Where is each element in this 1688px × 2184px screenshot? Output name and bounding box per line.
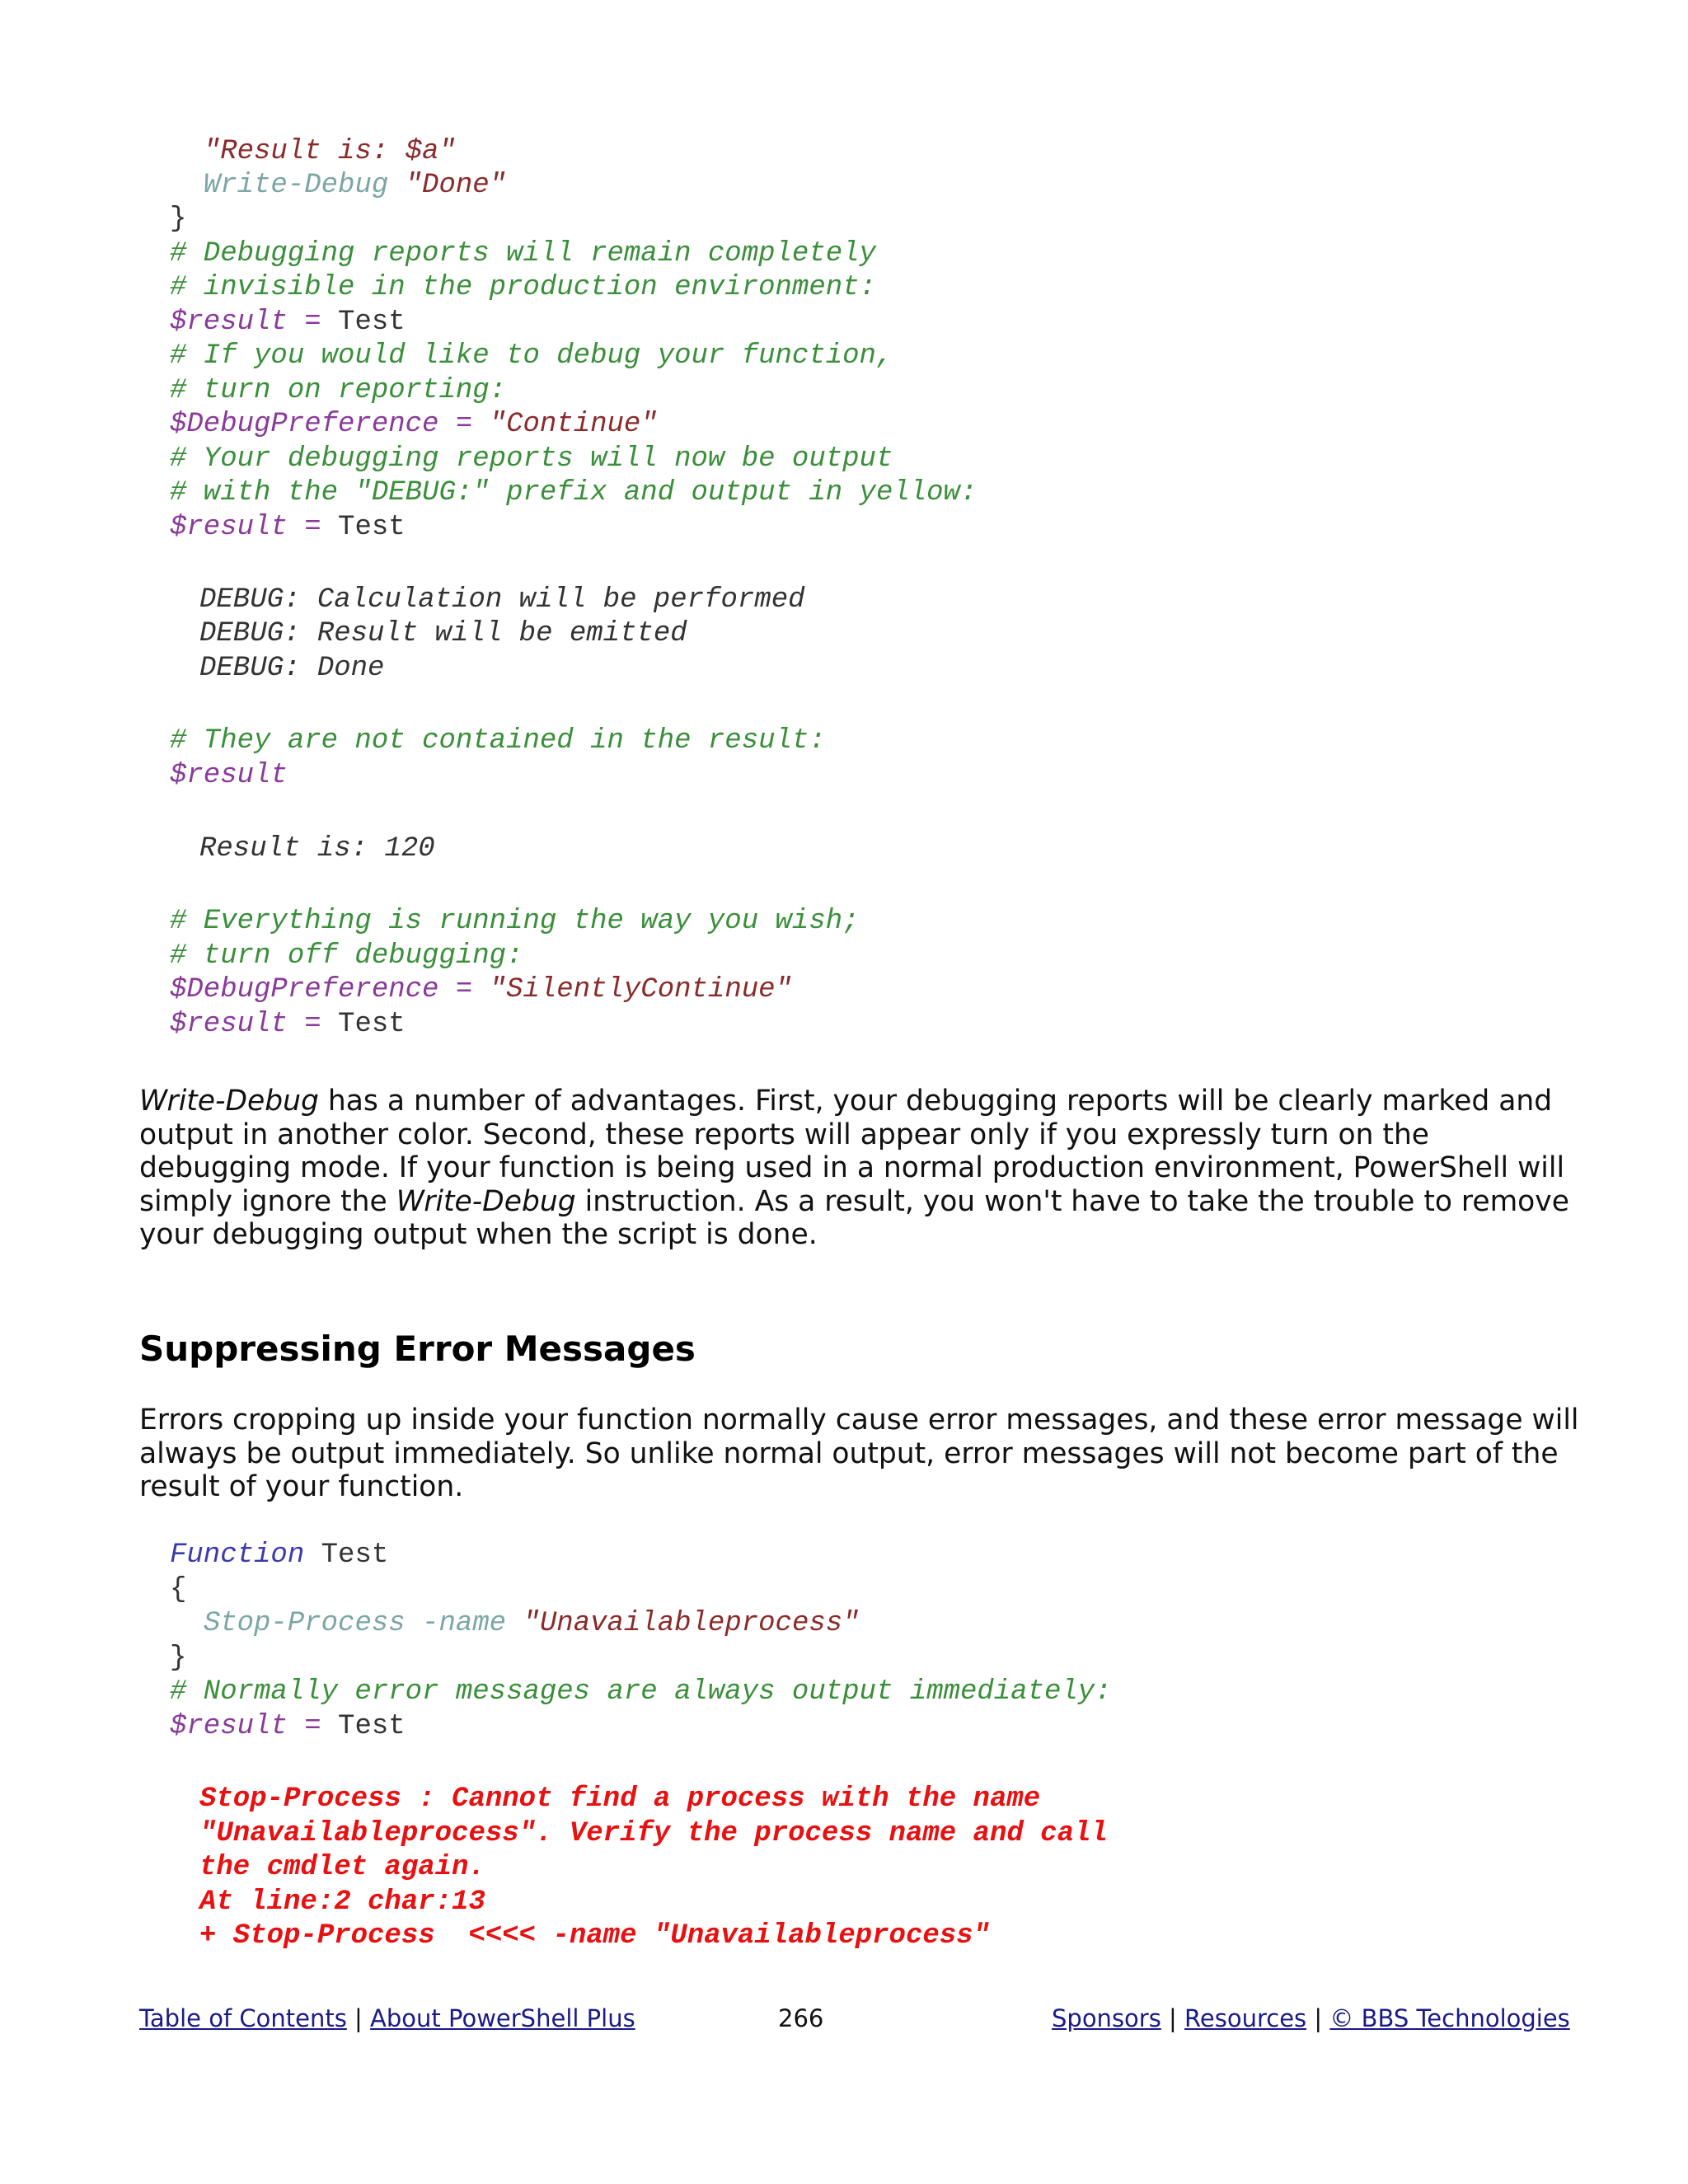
text-run: instruction. As a result, you won't have to take the trouble to remove (575, 1184, 1569, 1218)
code-token-cmdlet: Stop-Process -name (203, 1608, 507, 1639)
code-line (170, 407, 658, 442)
code-token-op: = (287, 1009, 339, 1040)
code-line (170, 168, 506, 203)
code-line (170, 373, 506, 408)
footer-separator: | (1169, 2004, 1177, 2032)
footer-separator: | (354, 2004, 363, 2032)
code-line (170, 442, 893, 476)
paragraph-line (139, 1184, 1569, 1219)
footer-right-links (1052, 2004, 1570, 2032)
code-token-plain: } (170, 1643, 187, 1674)
sponsors-link[interactable]: Sponsors (1052, 2004, 1161, 2032)
italic-term: Write-Debug (139, 1085, 319, 1118)
code-token-plain: Test (304, 1540, 389, 1571)
error-output-line: At line:2 char:13 (199, 1886, 485, 1918)
section-heading: Suppressing Error Messages (139, 1329, 696, 1369)
code-line (170, 1641, 186, 1675)
code-token-var: $result (170, 1009, 288, 1040)
code-token-var: $result (170, 512, 288, 543)
code-line (170, 1007, 406, 1042)
code-token-plain: } (170, 204, 187, 235)
code-token-string: "Continue" (489, 409, 658, 440)
code-line (170, 476, 977, 510)
paragraph-write-debug-advantages (139, 1085, 1569, 1252)
code-token-plain: Test (338, 512, 406, 543)
code-line (170, 237, 876, 271)
code-token-cmdlet: Write-Debug (203, 170, 389, 201)
code-token-plain: Test (338, 307, 406, 338)
paragraph-line (139, 1118, 1557, 1152)
text-run: debugging mode. If your function is being used in a normal production environment, PowerShell will (139, 1151, 1565, 1184)
error-output-line: Stop-Process : Cannot find a process with the name (199, 1783, 1041, 1815)
code-token-op: = (287, 1711, 339, 1742)
code-line (170, 904, 860, 939)
code-line (170, 1709, 406, 1744)
code-token-op: = (287, 512, 339, 543)
code-line (170, 939, 523, 973)
text-run: output in another color. Second, these reports will appear only if you expressly turn on the (139, 1118, 1430, 1151)
error-output-line: the cmdlet again. (199, 1852, 485, 1883)
bbs-technologies-copyright-link[interactable]: © BBS Technologies (1329, 2004, 1570, 2032)
code-token-op: = (438, 974, 490, 1005)
debug-output-line: DEBUG: Result will be emitted (199, 618, 687, 649)
code-token-var: $result (170, 307, 288, 338)
code-token-plain: Test (338, 1711, 406, 1742)
code-line (170, 305, 406, 340)
code-token-string: "Result is: $a" (203, 136, 456, 167)
text-run: simply ignore the (139, 1184, 396, 1218)
code-line (170, 339, 893, 373)
text-run: Errors cropping up inside your function normally cause error messages, and these error message will (139, 1404, 1579, 1436)
paragraph-line (139, 1085, 1557, 1118)
code-token-var: $DebugPreference (170, 409, 439, 440)
code-line (170, 270, 876, 305)
code-line (170, 134, 456, 169)
code-token-comment: # invisible in the production environment: (170, 272, 876, 303)
text-run: has a number of advantages. First, your debugging reports will be clearly marked and (318, 1085, 1553, 1118)
italic-term: Write-Debug (396, 1184, 576, 1218)
paragraph-line (139, 1470, 1557, 1504)
code-token-string: "SilentlyContinue" (489, 974, 792, 1005)
code-token-comment: # Everything is running the way you wish; (170, 906, 860, 937)
code-token-string: "Done" (405, 170, 507, 201)
code-token-keyword: Function (170, 1540, 305, 1571)
debug-output-line: DEBUG: Done (199, 653, 385, 684)
code-token-comment: # turn off debugging: (170, 940, 523, 972)
paragraph-line (139, 1437, 1557, 1471)
footer-left-links (139, 2004, 635, 2032)
code-token-var: $result (170, 1711, 288, 1742)
code-token-plain: Test (338, 1009, 406, 1040)
code-token-comment: # Your debugging reports will now be output (170, 443, 893, 475)
text-run: always be output immediately. So unlike normal output, error messages will not become part of the (139, 1436, 1559, 1470)
code-token-plain: { (170, 1574, 187, 1605)
code-token-comment: # Normally error messages are always output immediately: (170, 1676, 1112, 1708)
code-token-comment: # If you would like to debug your function, (170, 340, 893, 372)
code-line (170, 724, 826, 758)
code-token-op: = (438, 409, 490, 440)
code-token-string: "Unavailableprocess" (523, 1608, 860, 1639)
code-token-comment: # with the "DEBUG:" prefix and output in yellow: (170, 477, 978, 509)
code-token-var: $result (170, 760, 288, 791)
page-number: 266 (778, 2004, 824, 2032)
code-line (170, 758, 288, 793)
code-token-comment: # turn on reporting: (170, 375, 507, 406)
paragraph-line (139, 1151, 1565, 1185)
text-run: your debugging output when the script is done. (139, 1218, 818, 1251)
text-run: result of your function. (139, 1470, 464, 1503)
code-line (170, 1572, 186, 1607)
paragraph-error-messages (139, 1404, 1579, 1504)
paragraph-line (139, 1404, 1579, 1437)
footer-separator: | (1314, 2004, 1323, 2032)
code-token-comment: # They are not contained in the result: (170, 725, 826, 757)
result-output-line: Result is: 120 (199, 833, 435, 865)
code-token-plain (388, 170, 405, 201)
table-of-contents-link[interactable]: Table of Contents (139, 2004, 347, 2032)
code-token-comment: # Debugging reports will remain completely (170, 238, 876, 269)
code-token-plain (506, 1608, 523, 1639)
code-line (170, 972, 792, 1007)
error-output-line: "Unavailableprocess". Verify the process name and call (199, 1818, 1108, 1849)
code-line (170, 1675, 1112, 1709)
debug-output-line: DEBUG: Calculation will be performed (199, 584, 805, 616)
code-line (170, 1606, 860, 1641)
paragraph-line (139, 1218, 1557, 1252)
code-line (170, 510, 406, 545)
code-line (170, 202, 186, 237)
resources-link[interactable]: Resources (1184, 2004, 1307, 2032)
code-token-var: $DebugPreference (170, 974, 439, 1005)
error-output-line: + Stop-Process <<<< -name "Unavailableprocess" (199, 1920, 990, 1952)
code-token-op: = (287, 307, 339, 338)
about-powershell-plus-link[interactable]: About PowerShell Plus (370, 2004, 635, 2032)
code-line (170, 1538, 388, 1572)
